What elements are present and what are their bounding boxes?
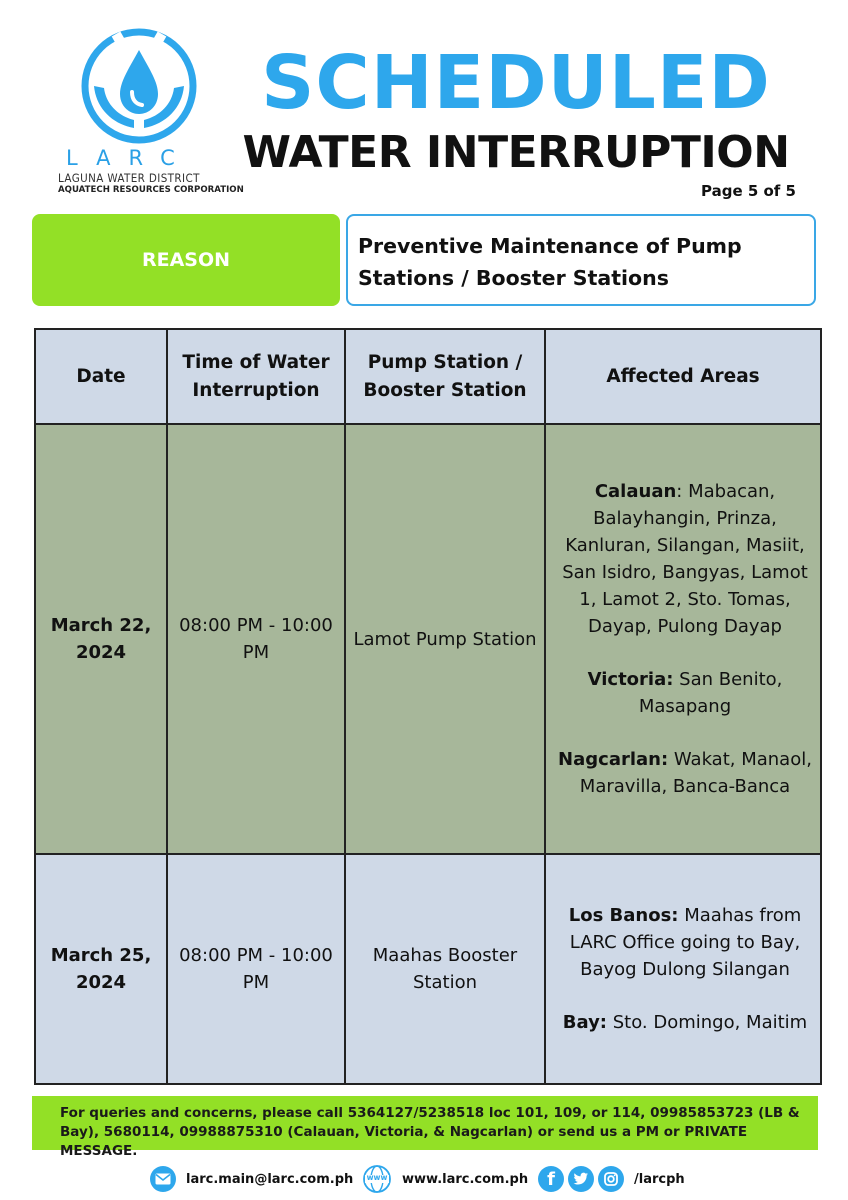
- area-list: Sto. Domingo, Maitim: [607, 1012, 808, 1033]
- row-date: March 25, 2024: [35, 854, 167, 1084]
- logo-letters: LARC: [66, 146, 193, 170]
- area-town: Victoria:: [587, 669, 674, 690]
- reason-text-box: [346, 214, 816, 306]
- footer-social[interactable]: [538, 1164, 685, 1194]
- area-list: Wakat, Manaol, Maravilla, Banca-Banca: [579, 749, 812, 797]
- area-town: Los Banos:: [568, 905, 679, 926]
- contact-text: For queries and concerns, please call 5364127/5238518 loc 101, 109, or 114, 09985853723 (LB & Bay), 5680114, 09988875310 (Calauan, Victoria, & Nagcarlan) or send us a PM or PRIVATE MESSAGE.: [60, 1105, 800, 1159]
- area-block: [558, 478, 812, 640]
- area-town: Bay:: [562, 1012, 608, 1033]
- social-handle-text: /larcph: [634, 1171, 685, 1187]
- facebook-icon[interactable]: f: [538, 1166, 564, 1192]
- area-list: Mabacan, Balayhangin, Prinza, Kanluran, Silangan, Masiit, San Isidro, Bangyas, Lamot 1, Lamot 2, Sto. Tomas, Dayap, Pulong Dayap: [562, 481, 808, 637]
- header-station: Pump Station / Booster Station: [345, 329, 545, 424]
- title-scheduled: SCHEDULED: [261, 40, 771, 126]
- footer-website[interactable]: [362, 1164, 528, 1194]
- row-station: Lamot Pump Station: [345, 424, 545, 854]
- area-separator: :: [676, 481, 683, 502]
- email-text: larc.main@larc.com.ph: [186, 1171, 354, 1187]
- area-town: Calauan: [594, 481, 677, 502]
- row-date: March 22, 2024: [35, 424, 167, 854]
- larc-logo: [56, 26, 244, 195]
- www-label: www: [366, 1173, 388, 1182]
- table-row: [35, 854, 821, 1084]
- row-time: 08:00 PM - 10:00 PM: [167, 854, 345, 1084]
- schedule-table: [34, 328, 822, 1085]
- header-date: Date: [35, 329, 167, 424]
- reason-text: Preventive Maintenance of Pump Stations / Booster Stations: [358, 234, 742, 290]
- contact-bar: [32, 1096, 818, 1159]
- logo-company-subtitle: AQUATECH RESOURCES CORPORATION: [58, 185, 244, 195]
- twitter-icon[interactable]: [568, 1166, 594, 1192]
- globe-icon: [362, 1164, 392, 1194]
- area-block: [558, 902, 812, 983]
- area-list: Maahas from LARC Office going to Bay, Bayog Dulong Silangan: [569, 905, 802, 980]
- row-time: 08:00 PM - 10:00 PM: [167, 424, 345, 854]
- area-block: [558, 746, 812, 800]
- water-drop-hands-icon: [76, 26, 202, 148]
- table-row: [35, 424, 821, 854]
- area-block: [558, 666, 812, 720]
- email-icon: [150, 1166, 176, 1192]
- area-list: San Benito, Masapang: [638, 669, 783, 717]
- area-town: Nagcarlan:: [558, 749, 669, 770]
- table-header-row: [35, 329, 821, 424]
- page-number: Page 5 of 5: [701, 182, 796, 200]
- title-water-interruption: WATER INTERRUPTION: [242, 127, 790, 178]
- logo-company-name: LAGUNA WATER DISTRICT: [58, 171, 200, 185]
- area-block: [558, 1009, 812, 1036]
- row-affected-areas: [545, 424, 821, 854]
- instagram-icon[interactable]: [598, 1166, 624, 1192]
- header-affected-areas: Affected Areas: [545, 329, 821, 424]
- website-text: www.larc.com.ph: [402, 1171, 529, 1187]
- row-station: Maahas Booster Station: [345, 854, 545, 1084]
- row-affected-areas: [545, 854, 821, 1084]
- reason-label: REASON: [141, 249, 231, 271]
- footer-email[interactable]: [150, 1164, 353, 1194]
- reason-label-box: [32, 214, 340, 306]
- header-time: Time of Water Interruption: [167, 329, 345, 424]
